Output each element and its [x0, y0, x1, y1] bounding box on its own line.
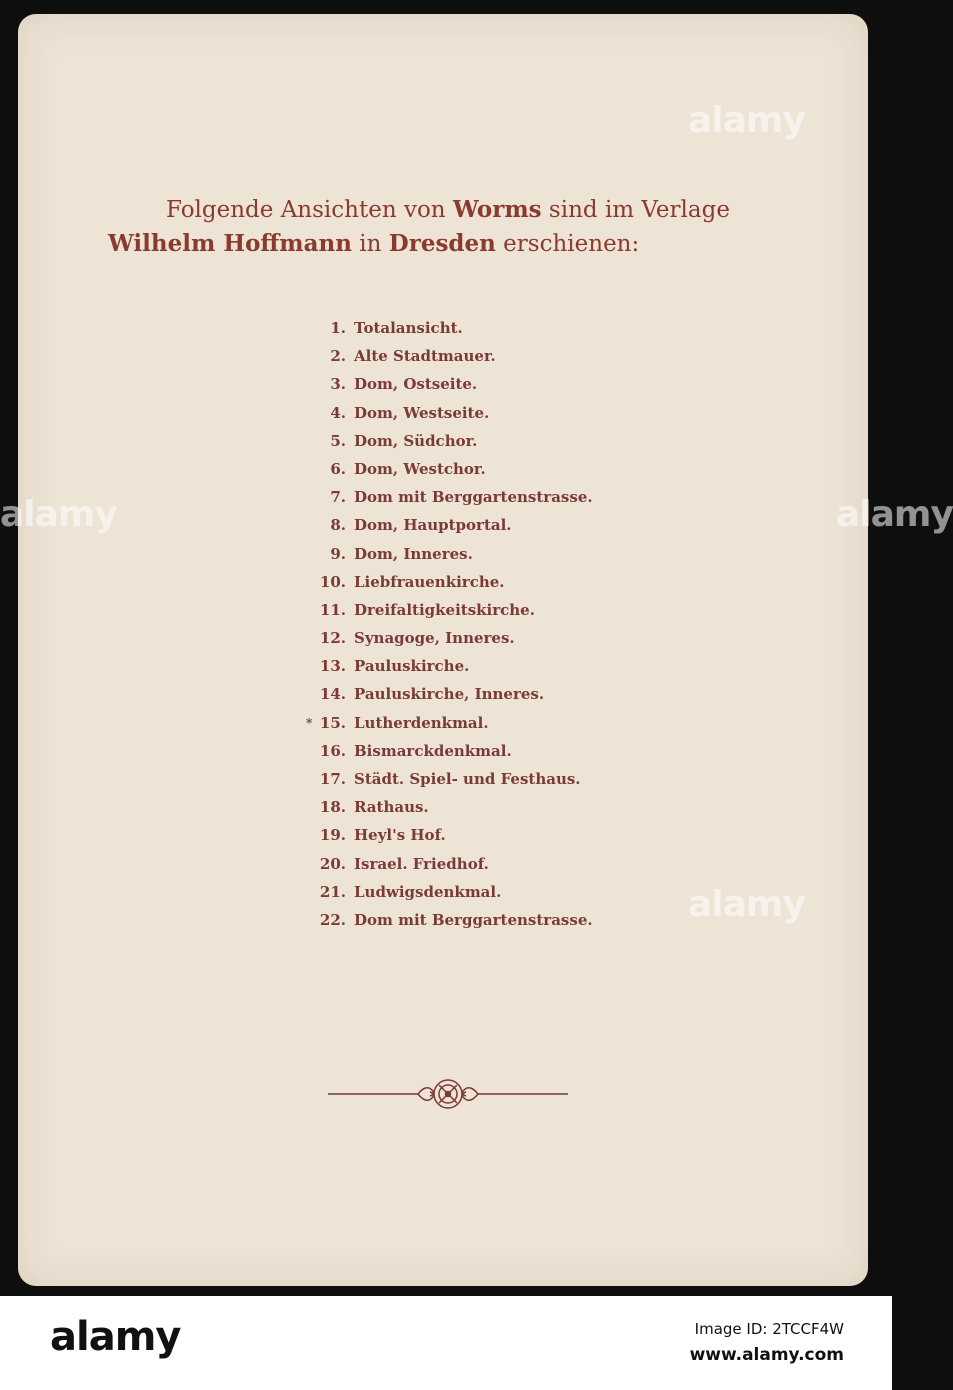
- item-title: Synagoge, Inneres.: [354, 629, 515, 648]
- image-id: Image ID: 2TCCF4W: [694, 1320, 844, 1338]
- item-number: 19.: [319, 826, 346, 845]
- list-item: [288, 483, 688, 511]
- watermark: alamy: [836, 494, 953, 535]
- item-title: Alte Stadtmauer.: [354, 347, 496, 366]
- list-item: [288, 370, 688, 398]
- item-title: Dom, Hauptportal.: [354, 516, 512, 535]
- heading-line-2: [108, 228, 639, 260]
- item-number: 9.: [330, 544, 346, 563]
- item-number: 2.: [330, 347, 346, 366]
- list-item: [288, 652, 688, 680]
- item-title: Dom, Südchor.: [354, 431, 478, 450]
- alamy-logo: alamy: [50, 1314, 181, 1360]
- list-item: [288, 399, 688, 427]
- list-item: [288, 427, 688, 455]
- item-number: 4.: [330, 403, 346, 422]
- list-item: [288, 511, 688, 539]
- item-number: 12.: [319, 629, 346, 648]
- item-number: 8.: [330, 516, 346, 535]
- views-list: [288, 314, 688, 934]
- ornament-icon: [323, 1069, 573, 1119]
- item-title: Pauluskirche, Inneres.: [354, 685, 545, 704]
- item-number: 20.: [319, 854, 346, 873]
- item-number: 17.: [319, 770, 346, 788]
- item-title: Heyl's Hof.: [354, 826, 446, 845]
- item-number: 11.: [319, 600, 346, 619]
- list-item: [288, 540, 688, 568]
- stock-footer: [0, 1296, 892, 1390]
- item-title: Ludwigsdenkmal.: [354, 882, 502, 901]
- item-number: 16.: [319, 741, 346, 760]
- list-item: [288, 709, 688, 737]
- item-title: Totalansicht.: [354, 319, 463, 337]
- list-item: [288, 878, 688, 906]
- item-number: 5.: [330, 431, 346, 450]
- list-item: [288, 568, 688, 596]
- heading-publisher: Wilhelm Hoffmann: [108, 230, 352, 257]
- item-number: 18.: [319, 798, 346, 817]
- list-item: [288, 342, 688, 370]
- item-number: 7.: [330, 488, 346, 507]
- heading-city: Worms: [452, 196, 542, 223]
- item-title: Pauluskirche.: [354, 657, 470, 676]
- item-title: Liebfrauenkirche.: [354, 572, 505, 591]
- heading-text: Folgende Ansichten von: [166, 197, 453, 223]
- item-number: 15.: [319, 713, 346, 732]
- item-number: 1.: [330, 319, 346, 337]
- watermark: alamy: [688, 884, 805, 925]
- image-id-block: [690, 1316, 844, 1368]
- heading-publisher-city: Dresden: [388, 230, 496, 257]
- list-item: [288, 737, 688, 765]
- asterisk-mark: *: [306, 715, 313, 730]
- item-title: Städt. Spiel- und Festhaus.: [354, 770, 581, 788]
- item-title: Israel. Friedhof.: [354, 854, 489, 873]
- item-number: 10.: [319, 572, 346, 591]
- item-title: Rathaus.: [354, 798, 429, 817]
- watermark: alamy: [688, 100, 805, 141]
- heading-text: erschienen:: [495, 231, 640, 257]
- item-title: Bismarckdenkmal.: [354, 741, 512, 760]
- list-item: [288, 314, 688, 342]
- item-title: Dom, Westseite.: [354, 403, 490, 422]
- item-number: 22.: [319, 910, 346, 929]
- list-item: [288, 850, 688, 878]
- cabinet-card-back: [18, 14, 868, 1286]
- item-title: Dom mit Berggartenstrasse.: [354, 910, 593, 929]
- list-item: [288, 596, 688, 624]
- watermark: alamy: [0, 494, 117, 535]
- site-url: www.alamy.com: [689, 1345, 844, 1365]
- list-item: [288, 624, 688, 652]
- item-title: Lutherdenkmal.: [354, 713, 489, 732]
- item-number: 13.: [319, 657, 346, 676]
- heading-text: in: [351, 231, 389, 257]
- heading-line-1: [166, 194, 730, 226]
- item-number: 6.: [330, 459, 346, 478]
- item-number: 21.: [319, 882, 346, 901]
- list-item: [288, 455, 688, 483]
- list-item: [288, 765, 688, 793]
- item-title: Dom, Westchor.: [354, 459, 486, 478]
- item-title: Dreifaltigkeitskirche.: [354, 600, 535, 619]
- list-item: [288, 680, 688, 708]
- list-item: [288, 906, 688, 934]
- item-title: Dom, Inneres.: [354, 544, 473, 563]
- item-title: Dom mit Berggartenstrasse.: [354, 488, 593, 507]
- list-item: [288, 793, 688, 821]
- item-number: 14.: [319, 685, 346, 704]
- heading-text: sind im Verlage: [541, 197, 730, 223]
- item-number: 3.: [330, 375, 346, 394]
- item-title: Dom, Ostseite.: [354, 375, 478, 394]
- list-item: [288, 821, 688, 849]
